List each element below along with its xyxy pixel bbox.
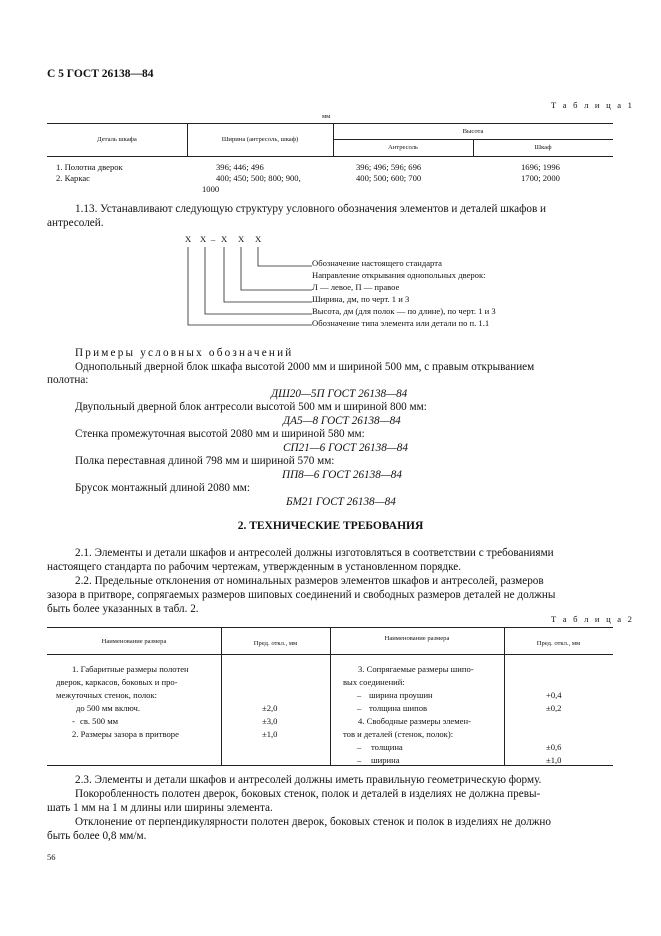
table-cell-dash: –: [357, 703, 362, 713]
table1-col-height-cab: Шкаф: [534, 144, 552, 151]
table-cell: ±0,6: [546, 742, 562, 752]
paragraph-line: Двупольный дверной блок антресоли высотой 500 мм и шириной 800 мм:: [75, 401, 427, 413]
table-cell: ±0,2: [546, 703, 562, 713]
table-cell: св. 500 мм: [80, 716, 119, 726]
designation-example: СП21—6 ГОСТ 26138—84: [283, 442, 408, 454]
table-cell: ±1,0: [262, 729, 278, 739]
paragraph-line: 2.2. Предельные отклонения от номинальных размеров элементов шкафов и антресолей, размеров: [75, 575, 544, 587]
scheme-label: Л — левое, П — правое: [312, 282, 400, 292]
paragraph-line: Брусок монтажный длиной 2080 мм:: [75, 482, 250, 494]
table-cell-dash: -: [72, 716, 75, 726]
page-number: 56: [47, 852, 56, 862]
table-cell: 400; 500; 600; 700: [356, 173, 422, 183]
paragraph-line: настоящего стандарта по рабочим чертежам, утвержденным в установленном порядке.: [47, 561, 462, 573]
scheme-symbol: Х: [200, 234, 207, 244]
paragraph-line: шать 1 мм на 1 м длины или ширины элемента.: [47, 802, 273, 814]
table-cell: дверок, каркасов, боковых и про-: [56, 677, 178, 687]
table2-col-dev: Пред. откл., мм: [536, 640, 581, 647]
paragraph-line: 2.3. Элементы и детали шкафов и антресолей должны иметь правильную геометрическую форму.: [75, 774, 542, 786]
table-cell: 396; 446; 496: [216, 162, 264, 172]
designation-example: БМ21 ГОСТ 26138—84: [286, 496, 396, 508]
table2-col-name: Наименование размера: [384, 635, 450, 642]
designation-example: ДШ20—5П ГОСТ 26138—84: [271, 388, 408, 400]
table-cell: межуточных стенок, полок:: [56, 690, 158, 700]
table-cell: ±2,0: [262, 703, 278, 713]
scheme-symbol: –: [211, 234, 216, 244]
table-cell: ширина: [371, 755, 400, 765]
table-cell: 396; 496; 596; 696: [356, 162, 422, 172]
table-cell: вых соединений:: [343, 677, 405, 687]
scheme-label: Направление открывания однопольных дверок:: [312, 270, 486, 280]
table-cell: толщина: [371, 742, 403, 752]
scheme-symbol: Х: [238, 234, 245, 244]
paragraph-line: Покоробленность полотен дверок, боковых стенок, полок и деталей в изделиях не должна превы-: [75, 788, 541, 800]
table2-caption: Т а б л и ц а 2: [551, 614, 635, 624]
table-cell-dash: –: [357, 742, 362, 752]
table1-col-height: Высота: [462, 128, 484, 135]
paragraph-line: антресолей.: [47, 217, 104, 229]
paragraph-line: быть более указанных в табл. 2.: [47, 603, 199, 615]
table1-col-part: Деталь шкафа: [97, 136, 137, 143]
table-cell: тов и деталей (стенок, полок):: [343, 729, 454, 739]
table-cell: 1. Полотна дверок: [56, 162, 123, 172]
paragraph-line: зазора в притворе, сопрягаемых размеров шиповых соединений и свободных размеров деталей не должны: [47, 589, 556, 601]
section-title: 2. ТЕХНИЧЕСКИЕ ТРЕБОВАНИЯ: [237, 520, 424, 532]
scheme-label: Ширина, дм, по черт. 1 и 3: [312, 294, 410, 304]
scheme-symbol: Х: [221, 234, 228, 244]
table-cell: 2. Каркас: [56, 173, 90, 183]
table1-unit: мм: [322, 113, 331, 120]
page-title: С 5 ГОСТ 26138—84: [47, 68, 154, 80]
scheme-symbol: Х: [255, 234, 262, 244]
designation-example: ПП8—6 ГОСТ 26138—84: [282, 469, 402, 481]
paragraph-line: Полка переставная длиной 798 мм и шириной 570 мм:: [75, 455, 335, 467]
table-cell-dash: –: [357, 755, 362, 765]
table-cell: ±1,0: [546, 755, 562, 765]
table-cell: 4. Свободные размеры элемен-: [358, 716, 471, 726]
table1-col-height-ant: Антресоль: [387, 144, 419, 151]
table-cell: 3. Сопрягаемые размеры шипо-: [358, 664, 474, 674]
paragraph-line: быть более 0,8 мм/м.: [47, 830, 147, 842]
table2-col-dev: Пред. откл., мм: [253, 640, 298, 647]
table-cell: 1000: [202, 184, 220, 194]
table-cell: +0,4: [546, 690, 562, 700]
scheme-symbol: Х: [185, 234, 192, 244]
paragraph-line: Стенка промежуточная высотой 2080 мм и шириной 580 мм:: [75, 428, 365, 440]
examples-heading: Примеры условных обозначений: [75, 347, 294, 359]
table2-col-name: Наименование размера: [101, 638, 167, 645]
table-cell: толщина шипов: [369, 703, 428, 713]
table1-col-width: Ширина (антресоль, шкаф): [221, 136, 299, 143]
table-cell: 1. Габаритные размеры полотен: [72, 664, 189, 674]
table-cell: до 500 мм включ.: [76, 703, 140, 713]
table-cell: ±3,0: [262, 716, 278, 726]
table-cell: 2. Размеры зазора в притворе: [72, 729, 179, 739]
designation-example: ДА5—8 ГОСТ 26138—84: [283, 415, 401, 427]
scheme-label: Обозначение типа элемента или детали по п. 1.1: [312, 318, 490, 328]
table-cell: ширина проушин: [369, 690, 433, 700]
paragraph-line: 2.1. Элементы и детали шкафов и антресолей должны изготовляться в соответствии с требованиями: [75, 547, 554, 559]
paragraph-line: Отклонение от перпендикулярности полотен дверок, боковых стенок и полок в изделиях не должно: [75, 816, 551, 828]
paragraph-line: Однопольный дверной блок шкафа высотой 2000 мм и шириной 500 мм, с правым открыванием: [75, 361, 535, 373]
table-cell: 1700; 2000: [521, 173, 560, 183]
table1-caption: Т а б л и ц а 1: [551, 100, 635, 110]
table-cell-dash: –: [357, 690, 362, 700]
table-cell: 400; 450; 500; 800; 900,: [216, 173, 301, 183]
paragraph-line: полотна:: [47, 374, 89, 386]
scheme-label: Обозначение настоящего стандарта: [312, 258, 442, 268]
table-cell: 1696; 1996: [521, 162, 560, 172]
scheme-label: Высота, дм (для полок — по длине), по черт. 1 и 3: [312, 306, 496, 316]
paragraph-line: 1.13. Устанавливают следующую структуру условного обозначения элементов и деталей шкафов и: [75, 203, 547, 215]
